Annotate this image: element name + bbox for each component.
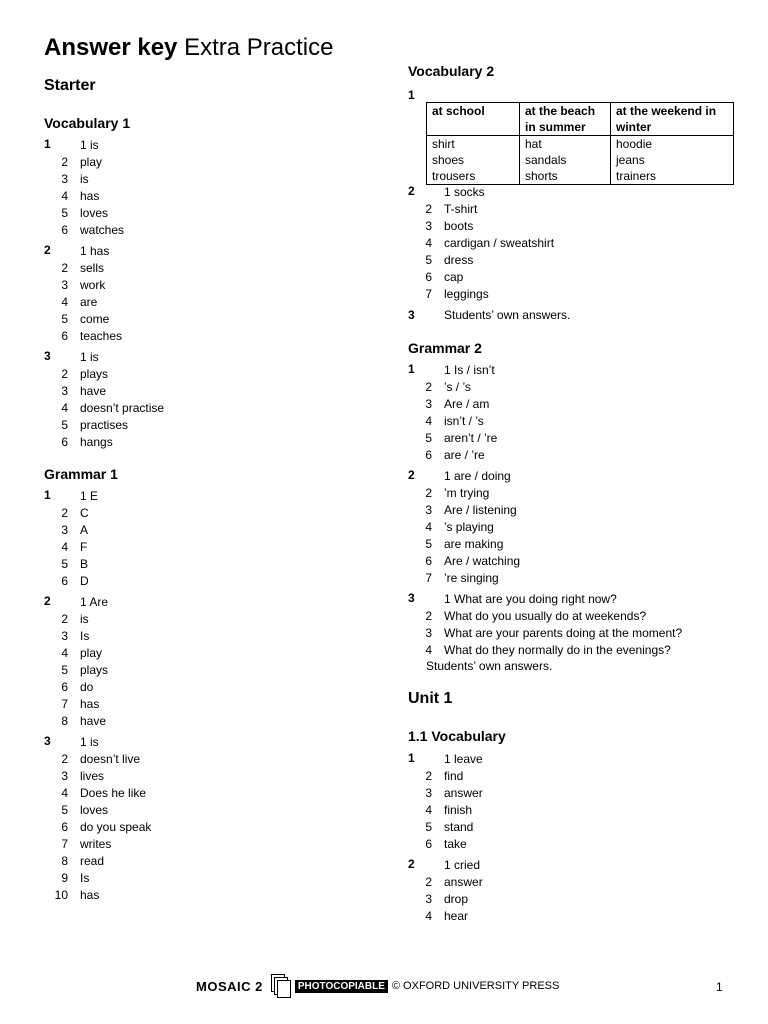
exercise-number: 3 [408,308,415,322]
item-number: 5 [61,803,68,817]
answer-text: What do you usually do at weekends? [444,609,647,623]
answer-row [44,154,344,171]
answer-row [44,294,344,311]
answer-text: doesn’t live [80,752,141,766]
answer-row [44,188,344,205]
answer-text: answer [444,875,483,889]
answer-row [44,679,344,696]
exercise-number: 2 [44,594,51,608]
item-number: 3 [61,384,68,398]
answer-row [44,260,344,277]
answer-row [408,802,728,819]
photocopy-icon [271,974,289,998]
table-row [427,136,734,153]
item-number: 4 [61,646,68,660]
item-number: 8 [61,714,68,728]
item-number: 6 [61,680,68,694]
answer-text: ’s playing [444,520,494,534]
answer-text: 1 cried [444,858,481,872]
answer-text: Are / listening [444,503,517,517]
item-number: 3 [425,786,432,800]
vocabulary-table [426,102,734,185]
answer-row [408,502,728,519]
exercise-block [408,751,728,853]
item-number: 3 [61,769,68,783]
exercise-block [44,349,344,451]
exercise-number: 2 [408,184,415,198]
answer-row [44,400,344,417]
answer-text: read [80,854,105,868]
item-number: 6 [61,223,68,237]
exercise-number: 3 [408,591,415,605]
answer-row [44,751,344,768]
table-cell: jeans [611,152,734,168]
item-number: 9 [61,871,68,885]
answer-row [408,430,728,447]
answer-text: loves [80,803,109,817]
item-number: 4 [61,786,68,800]
answer-text: 1 is [80,138,99,152]
table-cell: sandals [520,152,611,168]
item-number: 2 [61,261,68,275]
item-number: 5 [61,557,68,571]
answer-text: plays [80,663,109,677]
answer-row [44,383,344,400]
item-number: 3 [425,503,432,517]
table-row [427,152,734,168]
item-number: 6 [61,820,68,834]
item-number: 2 [425,609,432,623]
item-number: 5 [425,537,432,551]
answer-row [44,539,344,556]
answer-text: answer [444,786,483,800]
exercise-block [44,243,344,345]
item-number: 10 [54,888,68,902]
table-header: at school [427,103,520,136]
answer-text: practises [80,418,129,432]
answer-text: come [80,312,110,326]
exercise-number: 2 [44,243,51,257]
item-number: 2 [61,367,68,381]
answer-row [44,349,344,366]
heading-vocabulary-2: Vocabulary 2 [408,63,495,79]
answer-row [44,222,344,239]
answer-text: D [80,574,89,588]
table-header: at the weekend in winter [611,103,734,136]
answer-text: has [80,888,100,902]
answer-text: play [80,155,103,169]
item-number: 6 [61,574,68,588]
table-cell: shoes [427,152,520,168]
exercise-number: 1 [44,137,51,151]
answer-row [44,573,344,590]
answer-row [408,570,728,587]
answer-row [44,137,344,154]
answer-row [408,891,728,908]
heading-grammar-2: Grammar 2 [408,340,482,356]
answer-row [44,171,344,188]
item-number: 7 [61,837,68,851]
answer-row [408,413,728,430]
answer-text: lives [80,769,105,783]
answer-text: ’s / ’s [444,380,471,394]
exercise-block [44,488,344,590]
answer-row [44,505,344,522]
exercise-block [44,137,344,239]
item-number: 4 [61,401,68,415]
answer-row [44,556,344,573]
answer-row [44,488,344,505]
answer-row [44,417,344,434]
exercise-number: 1 [408,751,415,765]
answer-row [408,201,728,218]
answer-text: 1 is [80,350,99,364]
table-header: at the beach in summer [520,103,611,136]
answer-text: 1 has [80,244,110,258]
item-number: 5 [61,663,68,677]
answer-row [408,536,728,553]
answer-row [408,519,728,536]
answer-text: take [444,837,467,851]
item-number: 2 [61,752,68,766]
item-number: 7 [61,697,68,711]
answer-text: are [80,295,98,309]
answer-row [44,802,344,819]
item-number: 6 [425,448,432,462]
answer-row [408,819,728,836]
item-number: 2 [425,486,432,500]
title-bold: Answer key [44,34,178,61]
answer-text: has [80,189,100,203]
answer-row [44,277,344,294]
item-number: 3 [61,523,68,537]
item-number: 5 [61,206,68,220]
item-number: 5 [61,418,68,432]
item-number: 8 [61,854,68,868]
answer-text: finish [444,803,473,817]
table-cell: hat [520,136,611,153]
answer-row [44,785,344,802]
answer-text: 1 What are you doing right now? [444,592,617,606]
item-number: 4 [61,189,68,203]
item-number: 6 [425,837,432,851]
answer-row [44,328,344,345]
item-number: 5 [425,431,432,445]
answer-row [44,311,344,328]
answer-text: Is [80,871,90,885]
answer-row [44,434,344,451]
answer-text: ’m trying [444,486,490,500]
footer [196,973,559,999]
exercise-block [408,591,728,659]
item-number: 2 [425,769,432,783]
answer-row [44,628,344,645]
item-number: 6 [425,270,432,284]
answer-row [408,591,728,608]
answer-row [44,887,344,904]
answer-row [44,836,344,853]
answer-text: Does he like [80,786,147,800]
item-number: 4 [425,643,432,657]
item-number: 3 [61,278,68,292]
answer-text: Are / am [444,397,490,411]
answer-row [408,218,728,235]
item-number: 7 [425,571,432,585]
answer-row [408,874,728,891]
answer-text: are / ’re [444,448,485,462]
answer-row [44,734,344,751]
answer-row [408,396,728,413]
item-number: 5 [425,253,432,267]
answer-text: 1 Is / isn’t [444,363,495,377]
answer-row [408,379,728,396]
answer-row [408,468,728,485]
answer-text: dress [444,253,474,267]
answer-row [408,608,728,625]
answer-text: hear [444,909,469,923]
answer-row [44,522,344,539]
answer-row [44,853,344,870]
answer-text: teaches [80,329,123,343]
table-cell: shirt [427,136,520,153]
answer-row [408,362,728,379]
answer-text: What are your parents doing at the moment? [444,626,683,640]
answer-row [44,870,344,887]
item-number: 5 [425,820,432,834]
item-number: 5 [61,312,68,326]
exercise-block [44,594,344,730]
answer-text: ’re singing [444,571,499,585]
item-number: 2 [425,380,432,394]
answer-row [408,857,728,874]
item-number: 2 [425,875,432,889]
exercise-block [408,468,728,587]
exercise-number: 3 [44,734,51,748]
item-number: 2 [61,506,68,520]
answer-row [408,908,728,925]
answer-row [44,366,344,383]
exercise-number: 1 [44,488,51,502]
item-number: 3 [61,172,68,186]
section-heading-starter: Starter [44,77,96,94]
exercise-number: 2 [408,857,415,871]
heading-1-1-vocabulary: 1.1 Vocabulary [408,728,506,744]
item-number: 3 [425,626,432,640]
answer-text: loves [80,206,109,220]
answer-text: What do they normally do in the evenings? [444,643,671,657]
answer-text: do you speak [80,820,152,834]
answer-text: 1 E [80,489,99,503]
answer-row [44,768,344,785]
brand-name: MOSAIC 2 [196,978,263,994]
item-number: 4 [425,236,432,250]
answer-row [408,625,728,642]
answer-text: is [80,172,89,186]
exercise-number: 1 [408,88,415,102]
answer-text: find [444,769,464,783]
answer-text: isn’t / ’s [444,414,484,428]
item-number: 3 [425,892,432,906]
publisher-text: © OXFORD UNIVERSITY PRESS [391,980,560,992]
answer-text: Students’ own answers. [444,308,571,322]
answer-row [408,785,728,802]
answer-text: 1 are / doing [444,469,511,483]
photocopiable-badge: PHOTOCOPIABLE [295,980,388,993]
answer-text: Is [80,629,90,643]
answer-row [44,662,344,679]
answer-text: F [80,540,88,554]
exercise-number: 3 [44,349,51,363]
answer-text: watches [80,223,125,237]
answer-row [408,751,728,768]
section-heading-unit-1: Unit 1 [408,690,453,707]
heading-vocabulary-1: Vocabulary 1 [44,115,131,131]
answer-text: do [80,680,94,694]
item-number: 4 [425,414,432,428]
item-number: 2 [61,612,68,626]
answer-text: has [80,697,100,711]
answer-text: B [80,557,89,571]
answer-row [408,836,728,853]
answer-text: 1 Are [80,595,109,609]
answer-row [408,252,728,269]
answer-text: plays [80,367,109,381]
answer-text: 1 socks [444,185,485,199]
heading-grammar-1: Grammar 1 [44,466,118,482]
answer-row [408,447,728,464]
page-title [44,34,333,62]
answer-row [44,645,344,662]
answer-text: T-shirt [444,202,478,216]
table-cell: shorts [520,168,611,185]
item-number: 3 [425,397,432,411]
answer-text: drop [444,892,469,906]
item-number: 7 [425,287,432,301]
answer-text: work [80,278,106,292]
answer-text: writes [80,837,112,851]
answer-row [44,611,344,628]
answer-row [44,243,344,260]
answer-text: play [80,646,103,660]
answer-text: C [80,506,89,520]
answer-text: cardigan / sweatshirt [444,236,555,250]
answer-row [44,819,344,836]
answer-text: is [80,612,89,626]
answer-text: Are / watching [444,554,521,568]
answer-text: have [80,714,107,728]
answer-row [44,205,344,222]
item-number: 6 [61,435,68,449]
exercise-block [408,362,728,464]
answer-row [408,269,728,286]
answer-text: A [80,523,89,537]
item-number: 2 [425,202,432,216]
table-cell: trousers [427,168,520,185]
answer-text: have [80,384,107,398]
answer-text: 1 is [80,735,99,749]
answer-text: boots [444,219,474,233]
exercise-block [408,184,728,303]
answer-row [408,642,728,659]
exercise-block [408,857,728,925]
item-number: 4 [425,803,432,817]
item-number: 2 [61,155,68,169]
item-number: 4 [425,520,432,534]
answer-text: aren’t / ’re [444,431,498,445]
exercise-number: 1 [408,362,415,376]
answer-text: sells [80,261,105,275]
page-number: 1 [716,980,723,994]
table-cell: trainers [611,168,734,185]
answer-row [408,768,728,785]
item-number: 3 [61,629,68,643]
item-number: 4 [61,295,68,309]
answer-row [408,235,728,252]
answer-row [408,184,728,201]
answer-text: doesn’t practise [80,401,165,415]
item-number: 4 [61,540,68,554]
item-number: 6 [61,329,68,343]
answer-row [408,286,728,303]
answer-text: stand [444,820,474,834]
answer-text: 1 leave [444,752,483,766]
table-cell: hoodie [611,136,734,153]
answer-row [44,696,344,713]
answer-text: cap [444,270,464,284]
title-rest: Extra Practice [184,34,334,61]
answer-row [408,553,728,570]
answer-text: are making [444,537,504,551]
exercise-block [44,734,344,904]
answer-text: leggings [444,287,489,301]
answer-note: Students’ own answers. [426,659,553,673]
answer-row [44,713,344,730]
answer-row [408,485,728,502]
answer-text: hangs [80,435,113,449]
answer-row [44,594,344,611]
table-row [427,168,734,185]
item-number: 3 [425,219,432,233]
item-number: 6 [425,554,432,568]
exercise-number: 2 [408,468,415,482]
item-number: 4 [425,909,432,923]
